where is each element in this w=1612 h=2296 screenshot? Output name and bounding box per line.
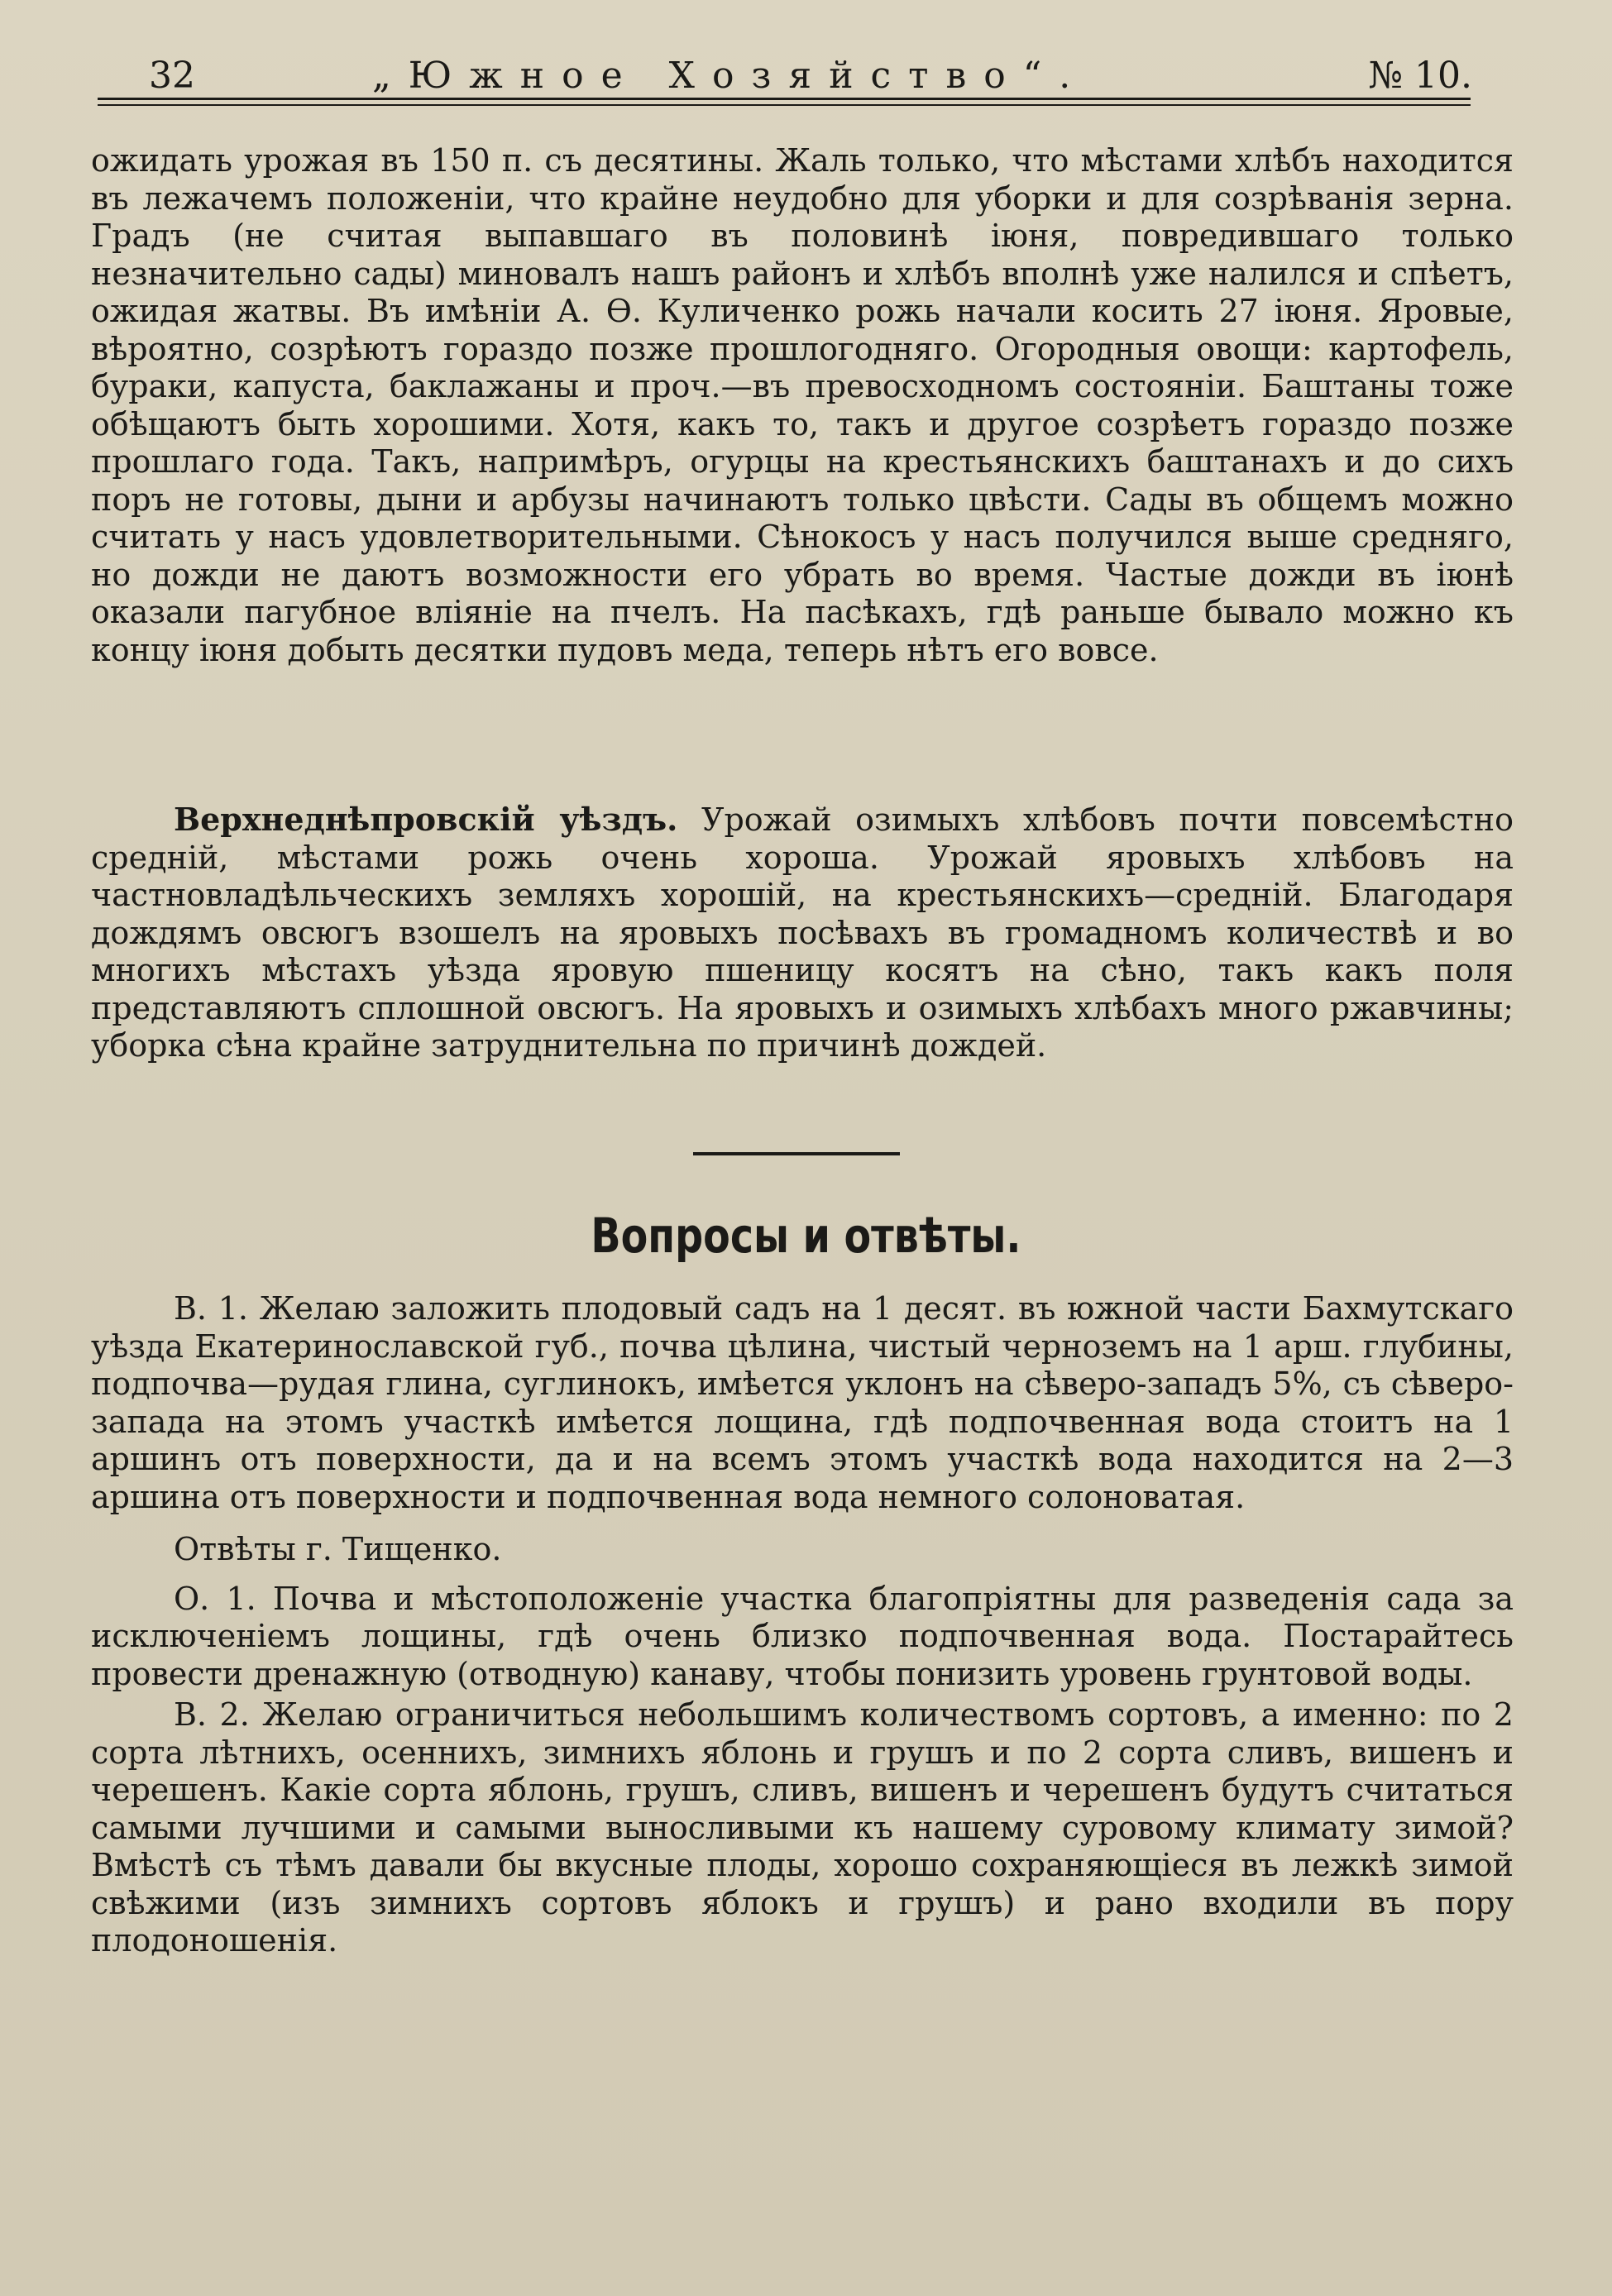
section-heading: Вопросы и отвѣты. xyxy=(591,1208,1021,1264)
question-1: В. 1. Желаю заложить плодовый садъ на 1 десят. въ южной части Бахмутскаго уѣзда Екатеринославской губ., почва цѣлина, чистый черноземъ на 1 арш. глубины, подпочва—рудая глина, суглинокъ, имѣется уклонъ на сѣверо-западъ 5%, съ сѣверо-запада на этомъ участкѣ имѣется лощина, гдѣ подпочвенная вода стоитъ на 1 аршинъ отъ поверхности, да и на всемъ этомъ участкѣ вода находится на 2—3 аршина отъ поверхности и подпочвенная вода немного солоноватая. xyxy=(91,1290,1514,1515)
page-number: 32 xyxy=(149,55,195,97)
page-header xyxy=(99,51,1472,101)
continued-paragraph: ожидать урожая въ 150 п. съ десятины. Жаль только, что мѣстами хлѣбъ находится въ лежачемъ положеніи, что крайне неудобно для уборки и для созрѣванія зерна. Градъ (не считая выпавшаго въ половинѣ іюня, повредившаго только незначительно сады) миновалъ нашъ районъ и хлѣбъ вполнѣ уже налился и спѣетъ, ожидая жатвы. Въ имѣніи А. Ѳ. Куличенко рожь начали косить 27 іюня. Яровые, вѣроятно, созрѣютъ гораздо позже прошлогодняго. Огородныя овощи: картофель, бураки, капуста, баклажаны и проч.—въ превосходномъ состояніи. Баштаны тоже обѣщаютъ быть хорошими. Хотя, какъ то, такъ и другое созрѣетъ гораздо позже прошлаго года. Такъ, напримѣръ, огурцы на крестьянскихъ баштанахъ и до сихъ поръ не готовы, дыни и арбузы начинаютъ только цвѣсти. Сады въ общемъ можно считать у насъ удовлетворительными. Сѣнокосъ у насъ получился выше средняго, но дожди не даютъ возможности его убрать во время. Частые дожди въ іюнѣ оказали пагубное вліяніе на пчелъ. На пасѣкахъ, гдѣ раньше бывало можно къ концу іюня добыть десятки пудовъ меда, теперь нѣтъ его вовсе. xyxy=(91,142,1514,668)
verkhnedneprovsky-paragraph xyxy=(91,801,1514,1065)
journal-title: „Южное Хозяйство“. xyxy=(372,55,1088,97)
question-2: В. 2. Желаю ограничиться небольшимъ количествомъ сортовъ, а именно: по 2 сорта лѣтнихъ, осеннихъ, зимнихъ яблонь и грушъ и по 2 сорта сливъ, вишенъ и черешенъ. Какіе сорта яблонь, грушъ, сливъ, вишенъ и черешенъ будутъ считаться самыми лучшими и самыми выносливыми къ нашему суровому климату зимой? Вмѣстѣ съ тѣмъ давали бы вкусные плоды, хорошо сохраняющіеся въ лежкѣ зимой свѣжими (изъ зимнихъ сортовъ яблокъ и грушъ) и рано входили въ пору плодоношенія. xyxy=(91,1696,1514,1959)
top-paragraph-block xyxy=(91,142,1514,669)
section-separator xyxy=(693,1152,900,1155)
header-rule-thick xyxy=(98,98,1471,100)
verkhnedneprovsky-block xyxy=(91,801,1514,1065)
district-title: Верхнеднѣпровскій уѣздъ. xyxy=(174,801,678,838)
qa-block xyxy=(91,1290,1514,1960)
district-text: Урожай озимыхъ хлѣбовъ почти повсемѣстно средній, мѣстами рожь очень хороша. Урожай яровыхъ хлѣбовъ на частновладѣльческихъ земляхъ хорошій, на крестьянскихъ—средній. Благодаря дождямъ овсюгъ взошелъ на яровыхъ посѣвахъ въ громадномъ количествѣ и во многихъ мѣстахъ уѣзда яровую пшеницу косятъ на сѣно, такъ какъ поля представляютъ сплошной овсюгъ. На яровыхъ и озимыхъ хлѣбахъ много ржавчины; уборка сѣна крайне затруднительна по причинѣ дождей. xyxy=(91,801,1514,1064)
issue-number: № 10. xyxy=(1368,55,1472,97)
answer-1: О. 1. Почва и мѣстоположеніе участка благопріятны для разведенія сада за исключеніемъ лощины, гдѣ очень близко подпочвенная вода. Постарайтесь провести дренажную (отводную) канаву, чтобы понизить уровень грунтовой воды. xyxy=(91,1580,1514,1692)
answers-attribution: Отвѣты г. Тищенко. xyxy=(174,1531,502,1567)
header-rule-thin xyxy=(98,104,1471,106)
